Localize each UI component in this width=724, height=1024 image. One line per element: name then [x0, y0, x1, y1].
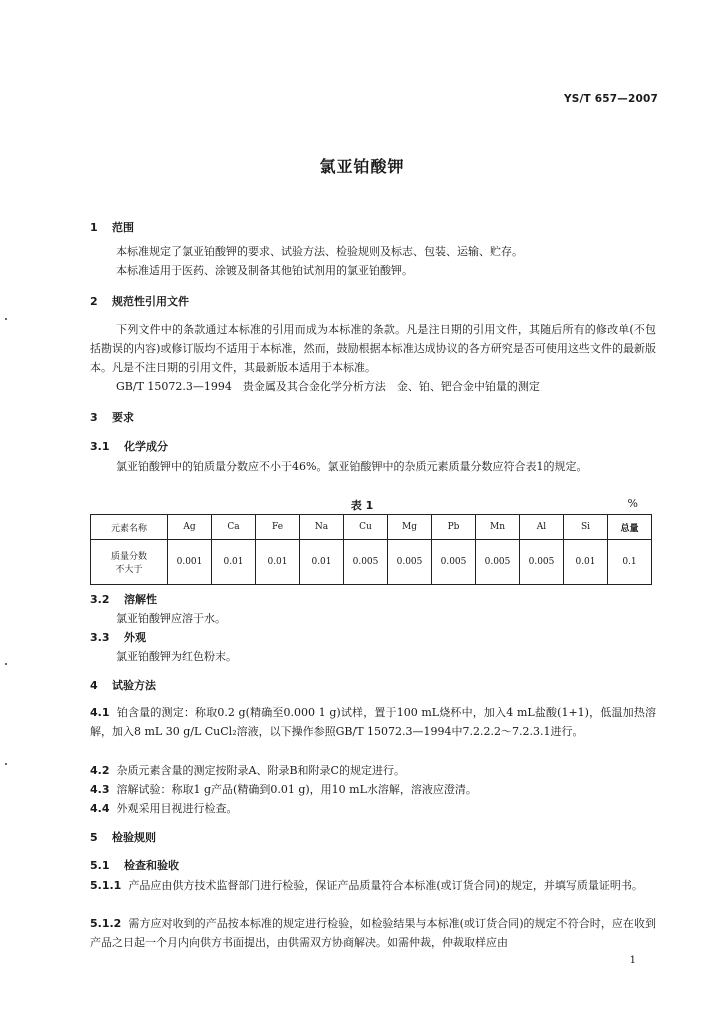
section-3-2-title: 溶解性 — [124, 593, 157, 606]
element-cell: Ag — [168, 515, 212, 540]
section-2-paragraph — [90, 320, 656, 377]
scan-mark — [5, 663, 7, 665]
section-4-number: 4 — [90, 679, 98, 692]
element-cell: Si — [564, 515, 608, 540]
section-3-1-title: 化学成分 — [124, 440, 168, 453]
section-5-1-number: 5.1 — [90, 859, 110, 872]
normative-reference: GB/T 15072.3—1994 贵金属及其合金化学分析方法 金、铂、钯合金中铂量的测定 — [116, 380, 540, 393]
value-cell: 0.005 — [520, 540, 564, 585]
section-5-title: 检验规则 — [112, 831, 156, 844]
section-4-2-text: 杂质元素含量的测定按附录A、附录B和附录C的规定进行。 — [116, 764, 405, 777]
standard-number: YS/T 657—2007 — [563, 93, 658, 105]
section-4-3-text: 溶解试验：称取1 g产品(精确到0.01 g)，用10 mL水溶解，溶液应澄清。 — [116, 783, 477, 796]
table-header-label: 元素名称 — [91, 515, 168, 540]
value-cell: 0.01 — [256, 540, 300, 585]
table-caption: 表 1 — [350, 499, 374, 512]
section-2-heading — [90, 293, 189, 309]
section-4-1-number: 4.1 — [90, 706, 110, 719]
element-cell-total: 总量 — [608, 515, 652, 540]
section-4-1 — [90, 703, 656, 741]
section-5-number: 5 — [90, 831, 98, 844]
table-header-row — [91, 515, 652, 540]
value-cell-total: 0.1 — [608, 540, 652, 585]
section-1-number: 1 — [90, 221, 98, 234]
section-3-2-text: 氯亚铂酸钾应溶于水。 — [116, 612, 226, 625]
element-cell: Mg — [388, 515, 432, 540]
scan-mark — [5, 763, 7, 765]
section-3-2-heading — [90, 591, 157, 607]
section-5-1-1-number: 5.1.1 — [90, 879, 122, 892]
section-2-paragraph-text: 下列文件中的条款通过本标准的引用而成为本标准的条款。凡是注日期的引用文件，其随后所有的修改单(不包括勘误的内容)或修订版均不适用于本标准，然而，鼓励根据本标准达成协议的各方研究是否可使用这些文件的最新版本。凡是不注日期的引用文件，其最新版本适用于本标准。 — [90, 323, 656, 374]
section-3-1-number: 3.1 — [90, 440, 110, 453]
section-4-heading — [90, 677, 156, 693]
section-4-4 — [90, 800, 238, 816]
value-cell: 0.01 — [300, 540, 344, 585]
section-5-heading — [90, 829, 156, 845]
section-4-4-text: 外观采用目视进行检查。 — [116, 802, 238, 815]
section-4-3 — [90, 781, 477, 797]
element-cell: Mn — [476, 515, 520, 540]
section-3-title: 要求 — [112, 411, 134, 424]
section-1-title: 范围 — [112, 221, 134, 234]
value-cell: 0.01 — [212, 540, 256, 585]
section-1-heading — [90, 219, 134, 235]
section-1-line-2: 本标准适用于医药、涂镀及制备其他铂试剂用的氯亚铂酸钾。 — [116, 264, 413, 277]
element-cell: Na — [300, 515, 344, 540]
section-3-3-number: 3.3 — [90, 631, 110, 644]
section-4-2 — [90, 762, 405, 778]
section-5-1-title: 检查和验收 — [124, 859, 179, 872]
section-5-1-1 — [90, 876, 656, 895]
section-3-1-heading — [90, 438, 168, 454]
element-cell: Ca — [212, 515, 256, 540]
section-4-3-number: 4.3 — [90, 783, 110, 796]
section-2-number: 2 — [90, 295, 98, 308]
section-3-3-heading — [90, 629, 146, 645]
element-cell: Pb — [432, 515, 476, 540]
section-5-1-2-number: 5.1.2 — [90, 917, 122, 930]
element-cell: Al — [520, 515, 564, 540]
value-cell: 0.005 — [476, 540, 520, 585]
section-4-1-text: 铂含量的测定：称取0.2 g(精确至0.000 1 g)试样，置于100 mL烧杯中，加入4 mL盐酸(1+1)，低温加热溶解，加入8 mL 30 g/L CuCl₂溶液，以下操作参照GB/T 15072.3—1994中7.2.2.2～7.2.3.1进行。 — [90, 706, 656, 738]
section-5-1-1-text: 产品应由供方技术监督部门进行检验，保证产品质量符合本标准(或订货合同)的规定，并填写质量证明书。 — [128, 879, 643, 892]
value-cell: 0.005 — [344, 540, 388, 585]
table-unit: % — [627, 497, 638, 510]
value-cell: 0.001 — [168, 540, 212, 585]
page-number: 1 — [629, 955, 636, 966]
section-3-3-title: 外观 — [124, 631, 146, 644]
section-4-title: 试验方法 — [112, 679, 156, 692]
table-row-label — [91, 540, 168, 585]
section-4-4-number: 4.4 — [90, 802, 110, 815]
section-1-line-1: 本标准规定了氯亚铂酸钾的要求、试验方法、检验规则及标志、包装、运输、贮存。 — [116, 245, 523, 258]
element-cell: Fe — [256, 515, 300, 540]
value-cell: 0.01 — [564, 540, 608, 585]
table-row-label-line-1: 质量分数 — [110, 552, 147, 562]
section-3-2-number: 3.2 — [90, 593, 110, 606]
section-3-heading — [90, 409, 134, 425]
value-cell: 0.005 — [432, 540, 476, 585]
section-5-1-2 — [90, 914, 656, 952]
impurity-table — [90, 514, 652, 585]
value-cell: 0.005 — [388, 540, 432, 585]
element-cell: Cu — [344, 515, 388, 540]
table-row-label-line-2: 不大于 — [115, 565, 143, 575]
section-5-1-2-text: 需方应对收到的产品按本标准的规定进行检验，如检验结果与本标准(或订货合同)的规定不符合时，应在收到产品之日起一个月内向供方书面提出，由供需双方协商解决。如需仲裁，仲裁取样应由 — [90, 917, 656, 949]
section-2-title: 规范性引用文件 — [112, 295, 189, 308]
section-3-1-paragraph — [90, 457, 656, 476]
section-3-1-paragraph-text: 氯亚铂酸钾中的铂质量分数应不小于46%。氯亚铂酸钾中的杂质元素质量分数应符合表1的规定。 — [116, 460, 588, 473]
section-3-number: 3 — [90, 411, 98, 424]
table-value-row — [91, 540, 652, 585]
scan-mark — [5, 318, 7, 320]
section-5-1-heading — [90, 857, 179, 873]
section-3-3-text: 氯亚铂酸钾为红色粉末。 — [116, 650, 237, 663]
document-title: 氯亚铂酸钾 — [319, 157, 405, 176]
section-4-2-number: 4.2 — [90, 764, 110, 777]
